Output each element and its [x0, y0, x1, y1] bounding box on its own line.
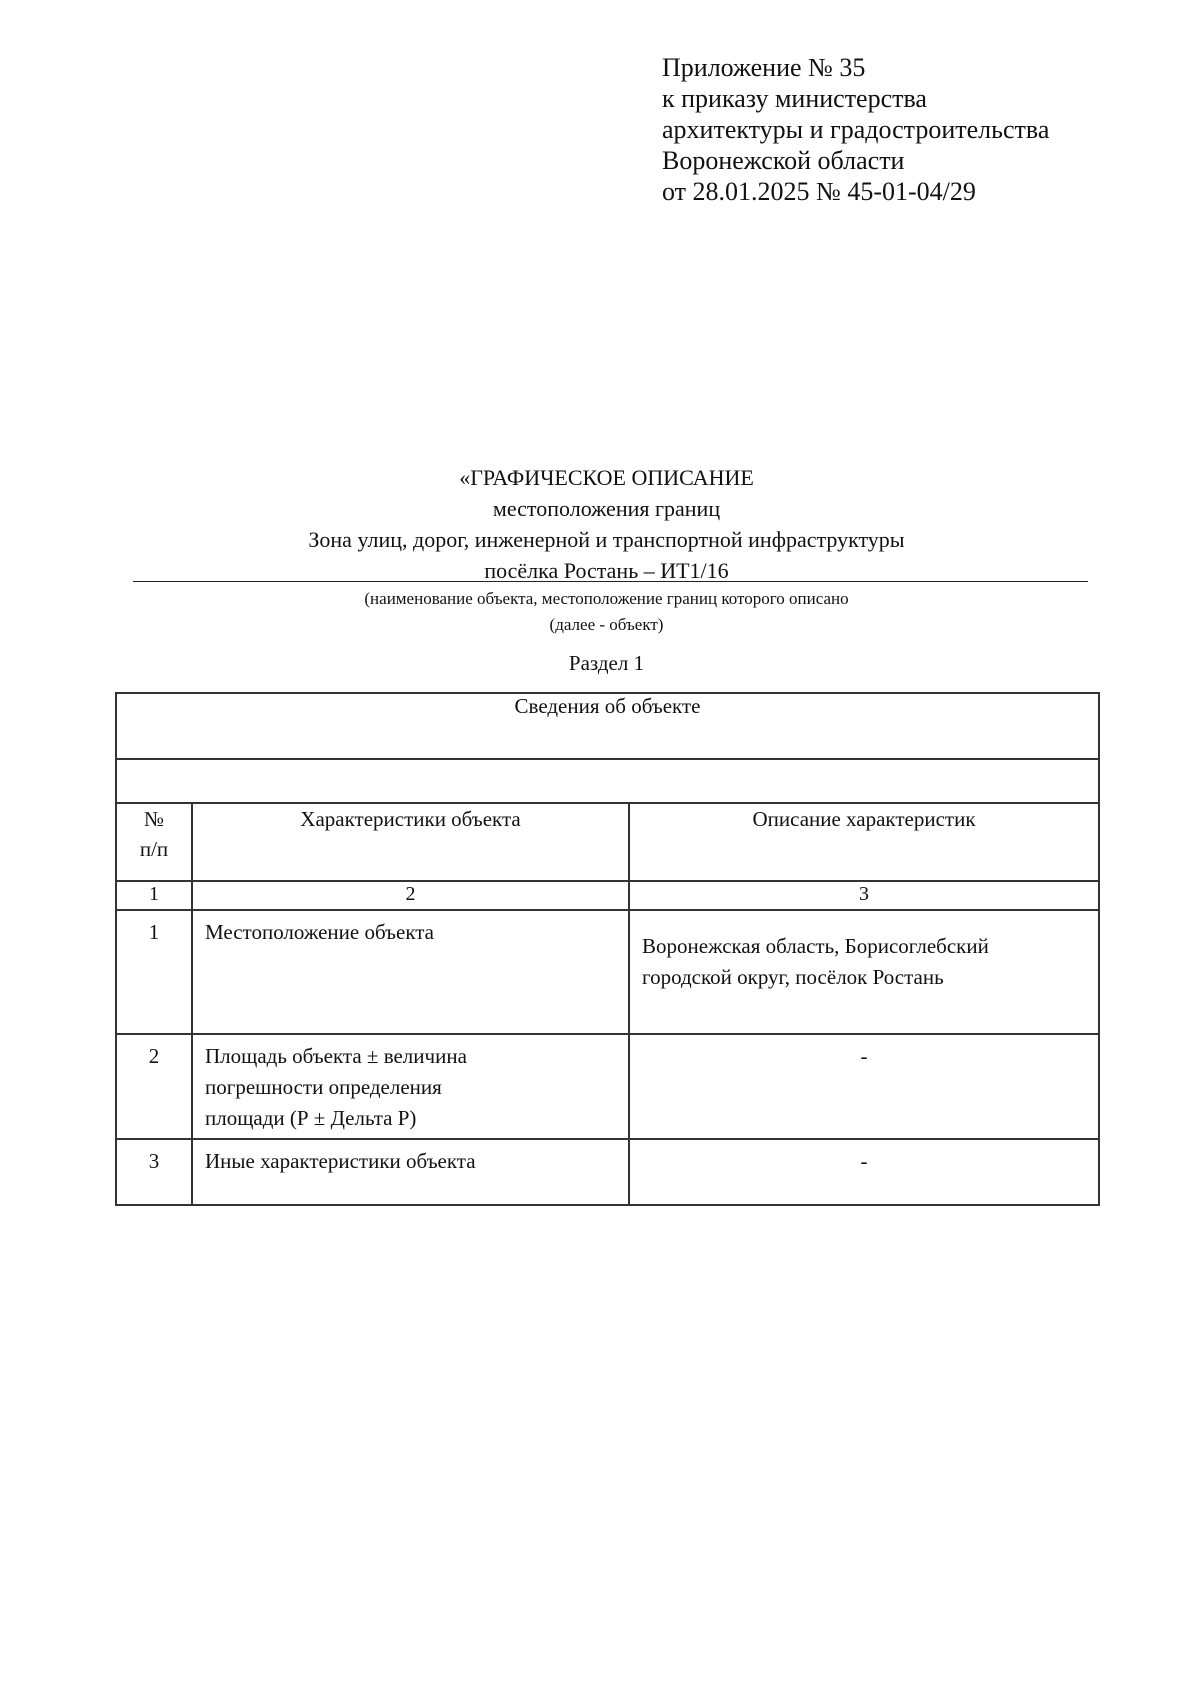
- appendix-line: Воронежской области: [662, 146, 905, 175]
- document-title-block: [115, 462, 1098, 638]
- row-description: [629, 910, 1099, 1034]
- index-cell: 2: [192, 881, 629, 910]
- row-description-line: городской округ, посёлок Ростань: [642, 965, 944, 989]
- table-row: [116, 1139, 1099, 1205]
- row-description-line: Воронежская область, Борисоглебский: [642, 934, 989, 958]
- document-title: «ГРАФИЧЕСКОЕ ОПИСАНИЕ: [459, 465, 754, 490]
- table-empty-row: [116, 759, 1099, 803]
- document-subtitle: местоположения границ: [492, 496, 721, 521]
- appendix-line: Приложение № 35: [662, 53, 866, 82]
- row-characteristic: Иные характеристики объекта: [192, 1139, 629, 1205]
- appendix-date-number: от 28.01.2025 № 45-01-04/29: [662, 177, 976, 206]
- table-column-header-row: [116, 803, 1099, 881]
- table-heading-row: [116, 693, 1099, 759]
- table-row: [116, 1034, 1099, 1139]
- row-number: 2: [116, 1034, 192, 1139]
- object-name: посёлка Ростань – ИТ1/16: [484, 558, 729, 583]
- object-caption: (наименование объекта, местоположение границ которого описано: [364, 589, 849, 608]
- table-index-row: [116, 881, 1099, 910]
- row-characteristic: Местоположение объекта: [192, 910, 629, 1034]
- section-label: Раздел 1: [568, 651, 645, 675]
- appendix-line: архитектуры и градостроительства: [662, 115, 1050, 144]
- object-zone-name: Зона улиц, дорог, инженерной и транспортной инфраструктуры: [308, 527, 905, 552]
- row-characteristic-line: площади (Р ± Дельта Р): [205, 1106, 417, 1130]
- empty-cell: [116, 759, 1099, 803]
- row-description: -: [629, 1139, 1099, 1205]
- table-row: [116, 910, 1099, 1034]
- object-name-underlined: [115, 555, 1098, 586]
- row-characteristic-line: Площадь объекта ± величина: [205, 1044, 467, 1068]
- row-number: 3: [116, 1139, 192, 1205]
- table-heading: Сведения об объекте: [116, 693, 1099, 759]
- column-header-characteristic: Характеристики объекта: [192, 803, 629, 881]
- object-info-table: [115, 692, 1100, 1206]
- index-cell: 3: [629, 881, 1099, 910]
- appendix-line: к приказу министерства: [662, 84, 927, 113]
- row-description: -: [629, 1034, 1099, 1139]
- index-cell: 1: [116, 881, 192, 910]
- column-header-number-sign: №: [143, 807, 165, 831]
- row-characteristic-line: погрешности определения: [205, 1075, 442, 1099]
- column-header-number-abbr: п/п: [139, 837, 169, 861]
- object-caption-continued: (далее - объект): [549, 615, 664, 634]
- column-header-description: Описание характеристик: [629, 803, 1099, 881]
- appendix-header: [662, 52, 1049, 207]
- column-header-number: [116, 803, 192, 881]
- row-characteristic: [192, 1034, 629, 1139]
- row-number: 1: [116, 910, 192, 1034]
